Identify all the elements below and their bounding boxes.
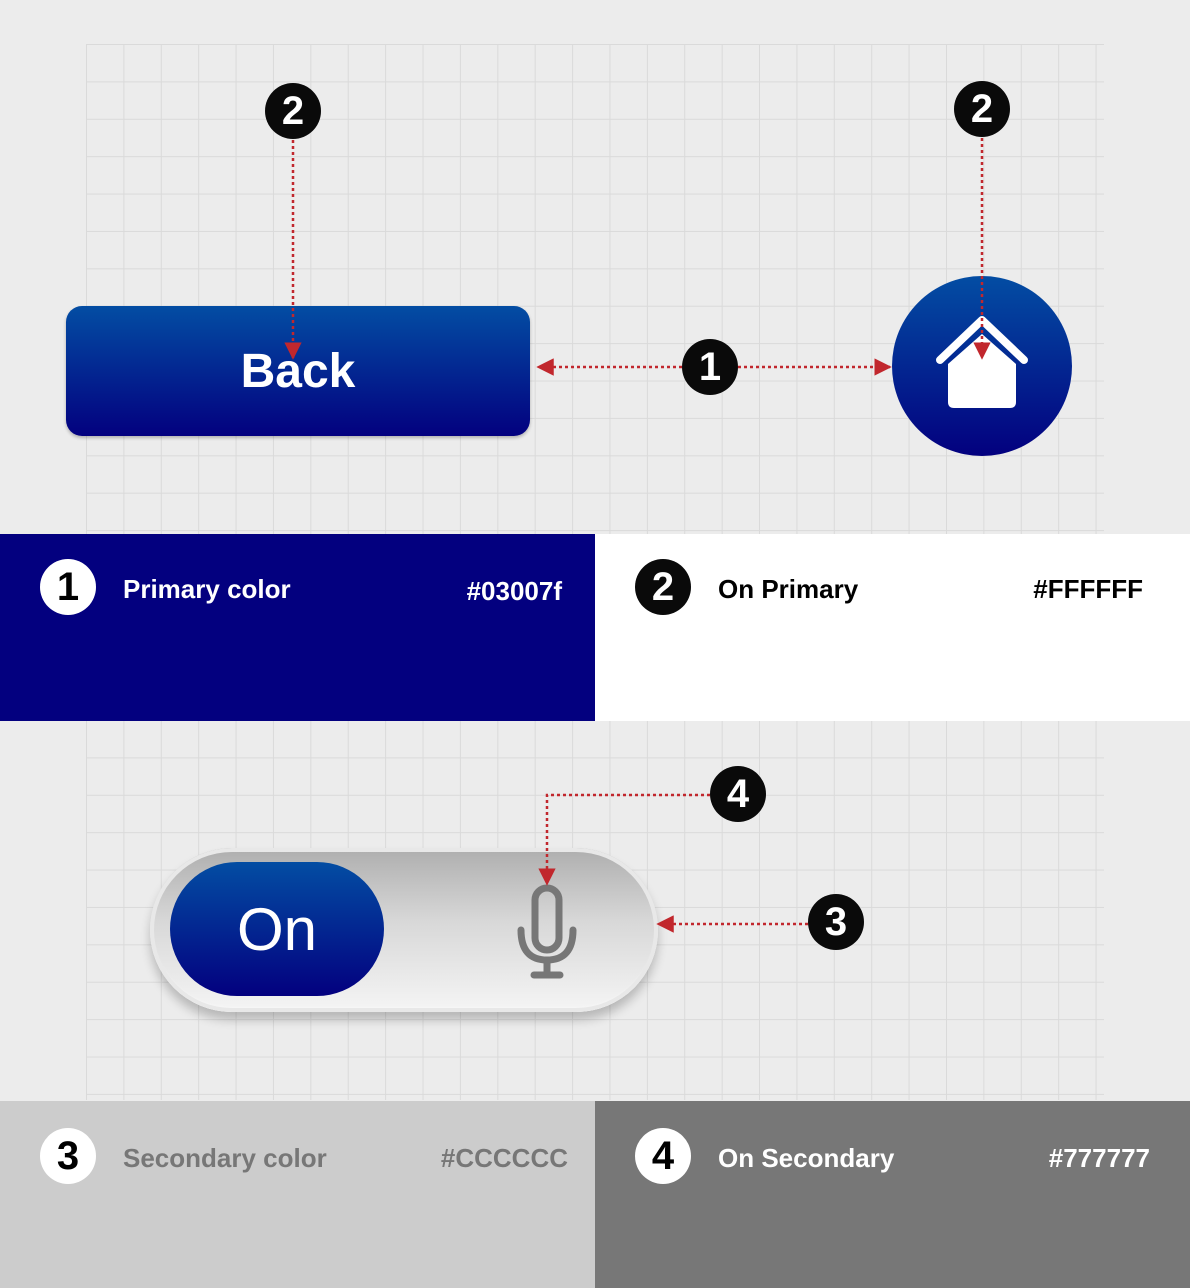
primary-swatch-badge: 1 bbox=[40, 559, 96, 615]
secondary-swatch-title: Secondary color bbox=[123, 1143, 327, 1173]
secondary-swatch-badge: 3 bbox=[40, 1128, 96, 1184]
toggle-knob[interactable]: On bbox=[170, 862, 384, 996]
callout-badge-primary: 1 bbox=[682, 339, 738, 395]
primary-swatch-hex: #03007f bbox=[466, 576, 562, 606]
secondary-swatch-hex: #CCCCCC bbox=[440, 1143, 568, 1173]
on-primary-swatch-hex: #FFFFFF bbox=[1033, 574, 1143, 604]
callout-badge-home: 2 bbox=[954, 81, 1010, 137]
callout-badge-secondary: 3 bbox=[808, 894, 864, 950]
arrow-to-microphone bbox=[547, 795, 710, 884]
back-button[interactable]: Back bbox=[66, 306, 530, 436]
primary-swatch-title: Primary color bbox=[123, 574, 291, 604]
callout-badge-back: 2 bbox=[265, 83, 321, 139]
on-primary-swatch-badge: 2 bbox=[635, 559, 691, 615]
callout-badge-on-secondary: 4 bbox=[710, 766, 766, 822]
on-primary-swatch-title: On Primary bbox=[718, 574, 859, 604]
on-secondary-swatch-badge: 4 bbox=[635, 1128, 691, 1184]
on-secondary-swatch-hex: #777777 bbox=[1048, 1143, 1150, 1173]
on-secondary-swatch-title: On Secondary bbox=[718, 1143, 895, 1173]
